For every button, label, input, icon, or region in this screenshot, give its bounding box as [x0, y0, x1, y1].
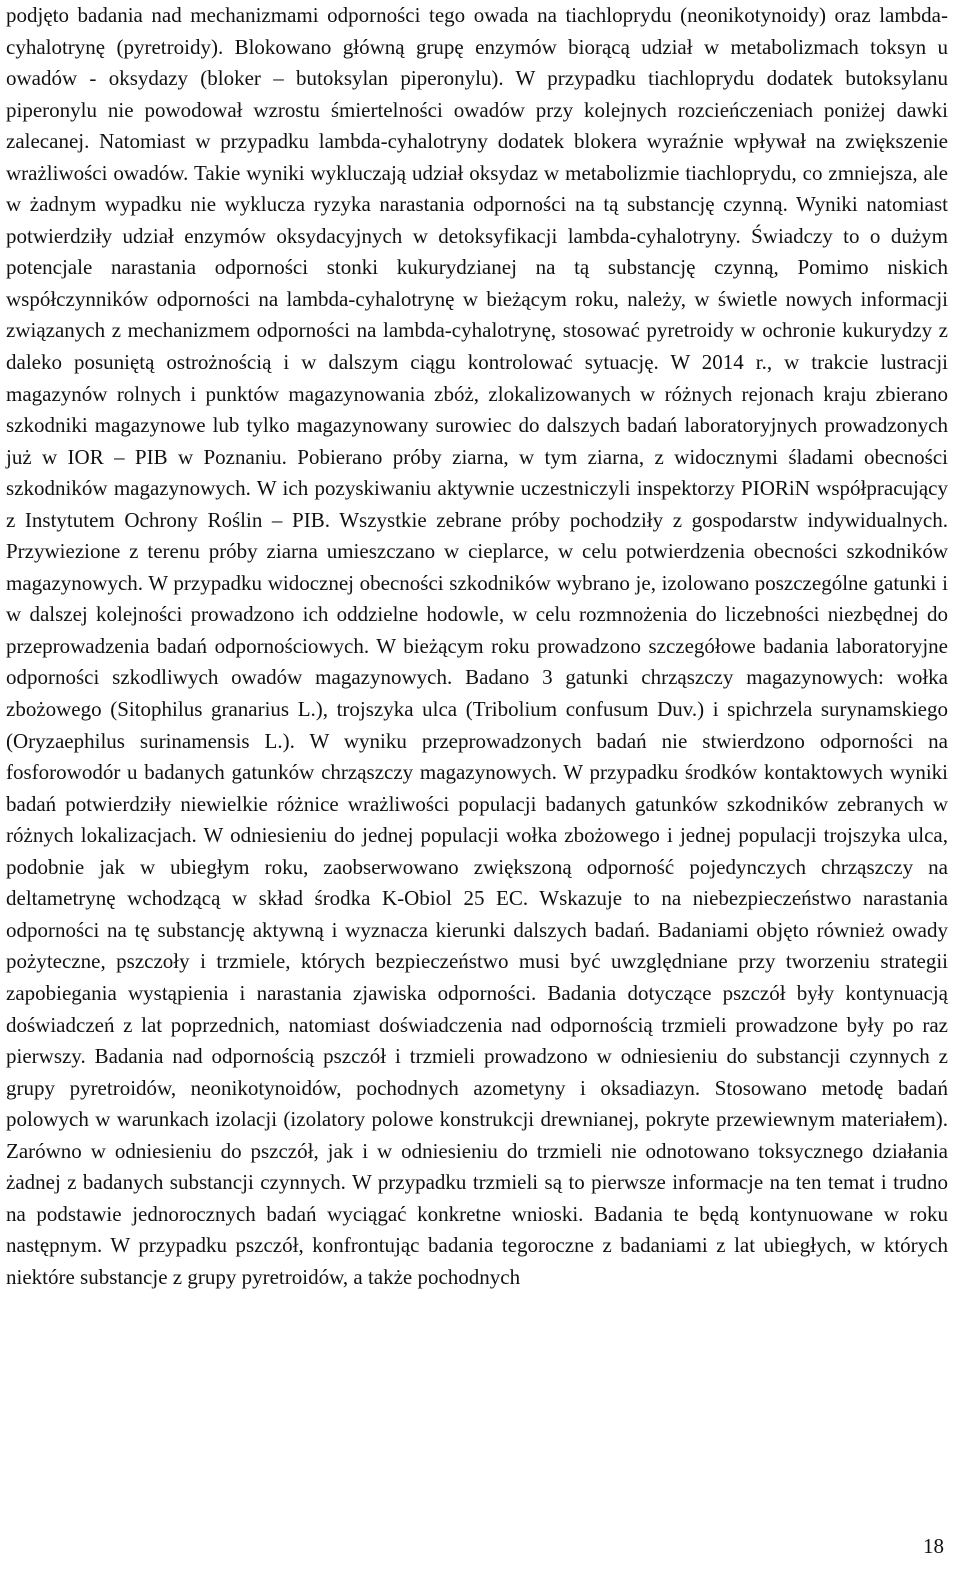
body-paragraph: podjęto badania nad mechanizmami odporności tego owada na tiachloprydu (neonikotynoidy) oraz lambda-cyhalotrynę (pyretroidy). Blokowano główną grupę enzymów biorącą udział w metabolizmach toksyn u owadów - oksydazy (bloker – butoksylan piperonylu). W przypadku tiachloprydu dodatek butoksylanu piperonylu nie powodował wzrostu śmiertelności owadów przy kolejnych rozcieńczeniach poniżej dawki zalecanej. Natomiast w przypadku lambda-cyhalotryny dodatek blokera wyraźnie wpływał na zwiększenie wrażliwości owadów. Takie wyniki wykluczają udział oksydaz w metabolizmie tiachloprydu, co zmniejsza, ale w żadnym wypadku nie wyklucza ryzyka narastania odporności na tą substancję czynną. Wyniki natomiast potwierdziły udział enzymów oksydacyjnych w detoksyfikacji lambda-cyhalotryny. Świadczy to o dużym potencjale narastania odporności stonki kukurydzianej na tą substancję czynną, Pomimo niskich współczynników odporności na lambda-cyhalotrynę w bieżącym roku, należy, w świetle nowych informacji związanych z mechanizmem odporności na lambda-cyhalotrynę, stosować pyretroidy w ochronie kukurydzy z daleko posuniętą ostrożnością i w dalszym ciągu kontrolować sytuację. W 2014 r., w trakcie lustracji magazynów rolnych i punktów magazynowania zbóż, zlokalizowanych w różnych rejonach kraju zbierano szkodniki magazynowe lub tylko magazynowany surowiec do dalszych badań laboratoryjnych prowadzonych już w IOR – PIB w Poznaniu. Pobierano próby ziarna, w tym ziarna, z widocznymi śladami obecności szkodników magazynowych. W ich pozyskiwaniu aktywnie uczestniczyli inspektorzy PIORiN współpracujący z Instytutem Ochrony Roślin – PIB. Wszystkie zebrane próby pochodziły z gospodarstw indywidualnych. Przywiezione z terenu próby ziarna umieszczano w cieplarce, w celu potwierdzenia obecności szkodników magazynowych. W przypadku widocznej obecności szkodników wybrano je, izolowano poszczególne gatunki i w dalszej kolejności prowadzono ich oddzielne hodowle, w celu rozmnożenia do liczebności niezbędnej do przeprowadzenia badań odpornościowych. W bieżącym roku prowadzono szczegółowe badania laboratoryjne odporności szkodliwych owadów magazynowych. Badano 3 gatunki chrząszczy magazynowych: wołka zbożowego (Sitophilus granarius L.), trojszyka ulca (Tribolium confusum Duv.) i spichrzela surynamskiego (Oryzaephilus surinamensis L.). W wyniku przeprowadzonych badań nie stwierdzono odporności na fosforowodór u badanych gatunków chrząszczy magazynowych. W przypadku środków kontaktowych wyniki badań potwierdziły niewielkie różnice wrażliwości populacji badanych gatunków szkodników zebranych w różnych lokalizacjach. W odniesieniu do jednej populacji wołka zbożowego i jednej populacji trojszyka ulca, podobnie jak w ubiegłym roku, zaobserwowano zwiększoną odporność pojedynczych chrząszczy na deltametrynę wchodzącą w skład środka K-Obiol 25 EC. Wskazuje to na niebezpieczeństwo narastania odporności na tę substancję aktywną i wyznacza kierunki dalszych badań. Badaniami objęto również owady pożyteczne, pszczoły i trzmiele, których bezpieczeństwo musi być uwzględniane przy tworzeniu strategii zapobiegania wystąpienia i narastania zjawiska odporności. Badania dotyczące pszczół były kontynuacją doświadczeń z lat poprzednich, natomiast doświadczenia nad odpornością trzmieli prowadzone były po raz pierwszy. Badania nad odpornością pszczół i trzmieli prowadzono w odniesieniu do substancji czynnych z grupy pyretroidów, neonikotynoidów, pochodnych azometyny i oksadiazyn. Stosowano metodę badań polowych w warunkach izolacji (izolatory polowe konstrukcji drewnianej, pokryte przewiewnym materiałem). Zarówno w odniesieniu do pszczół, jak i w odniesieniu do trzmieli nie odnotowano toksycznego działania żadnej z badanych substancji czynnych. W przypadku trzmieli są to pierwsze informacje na ten temat i trudno na podstawie jednorocznych badań wyciągać konkretne wnioski. Badania te będą kontynuowane w roku następnym. W przypadku pszczół, konfrontując badania tegoroczne z badaniami z lat ubiegłych, w których niektóre substancje z grupy pyretroidów, a także pochodnych	[6, 3, 948, 1289]
document-page	[6, 0, 948, 1293]
page-number: 18	[923, 1534, 944, 1558]
